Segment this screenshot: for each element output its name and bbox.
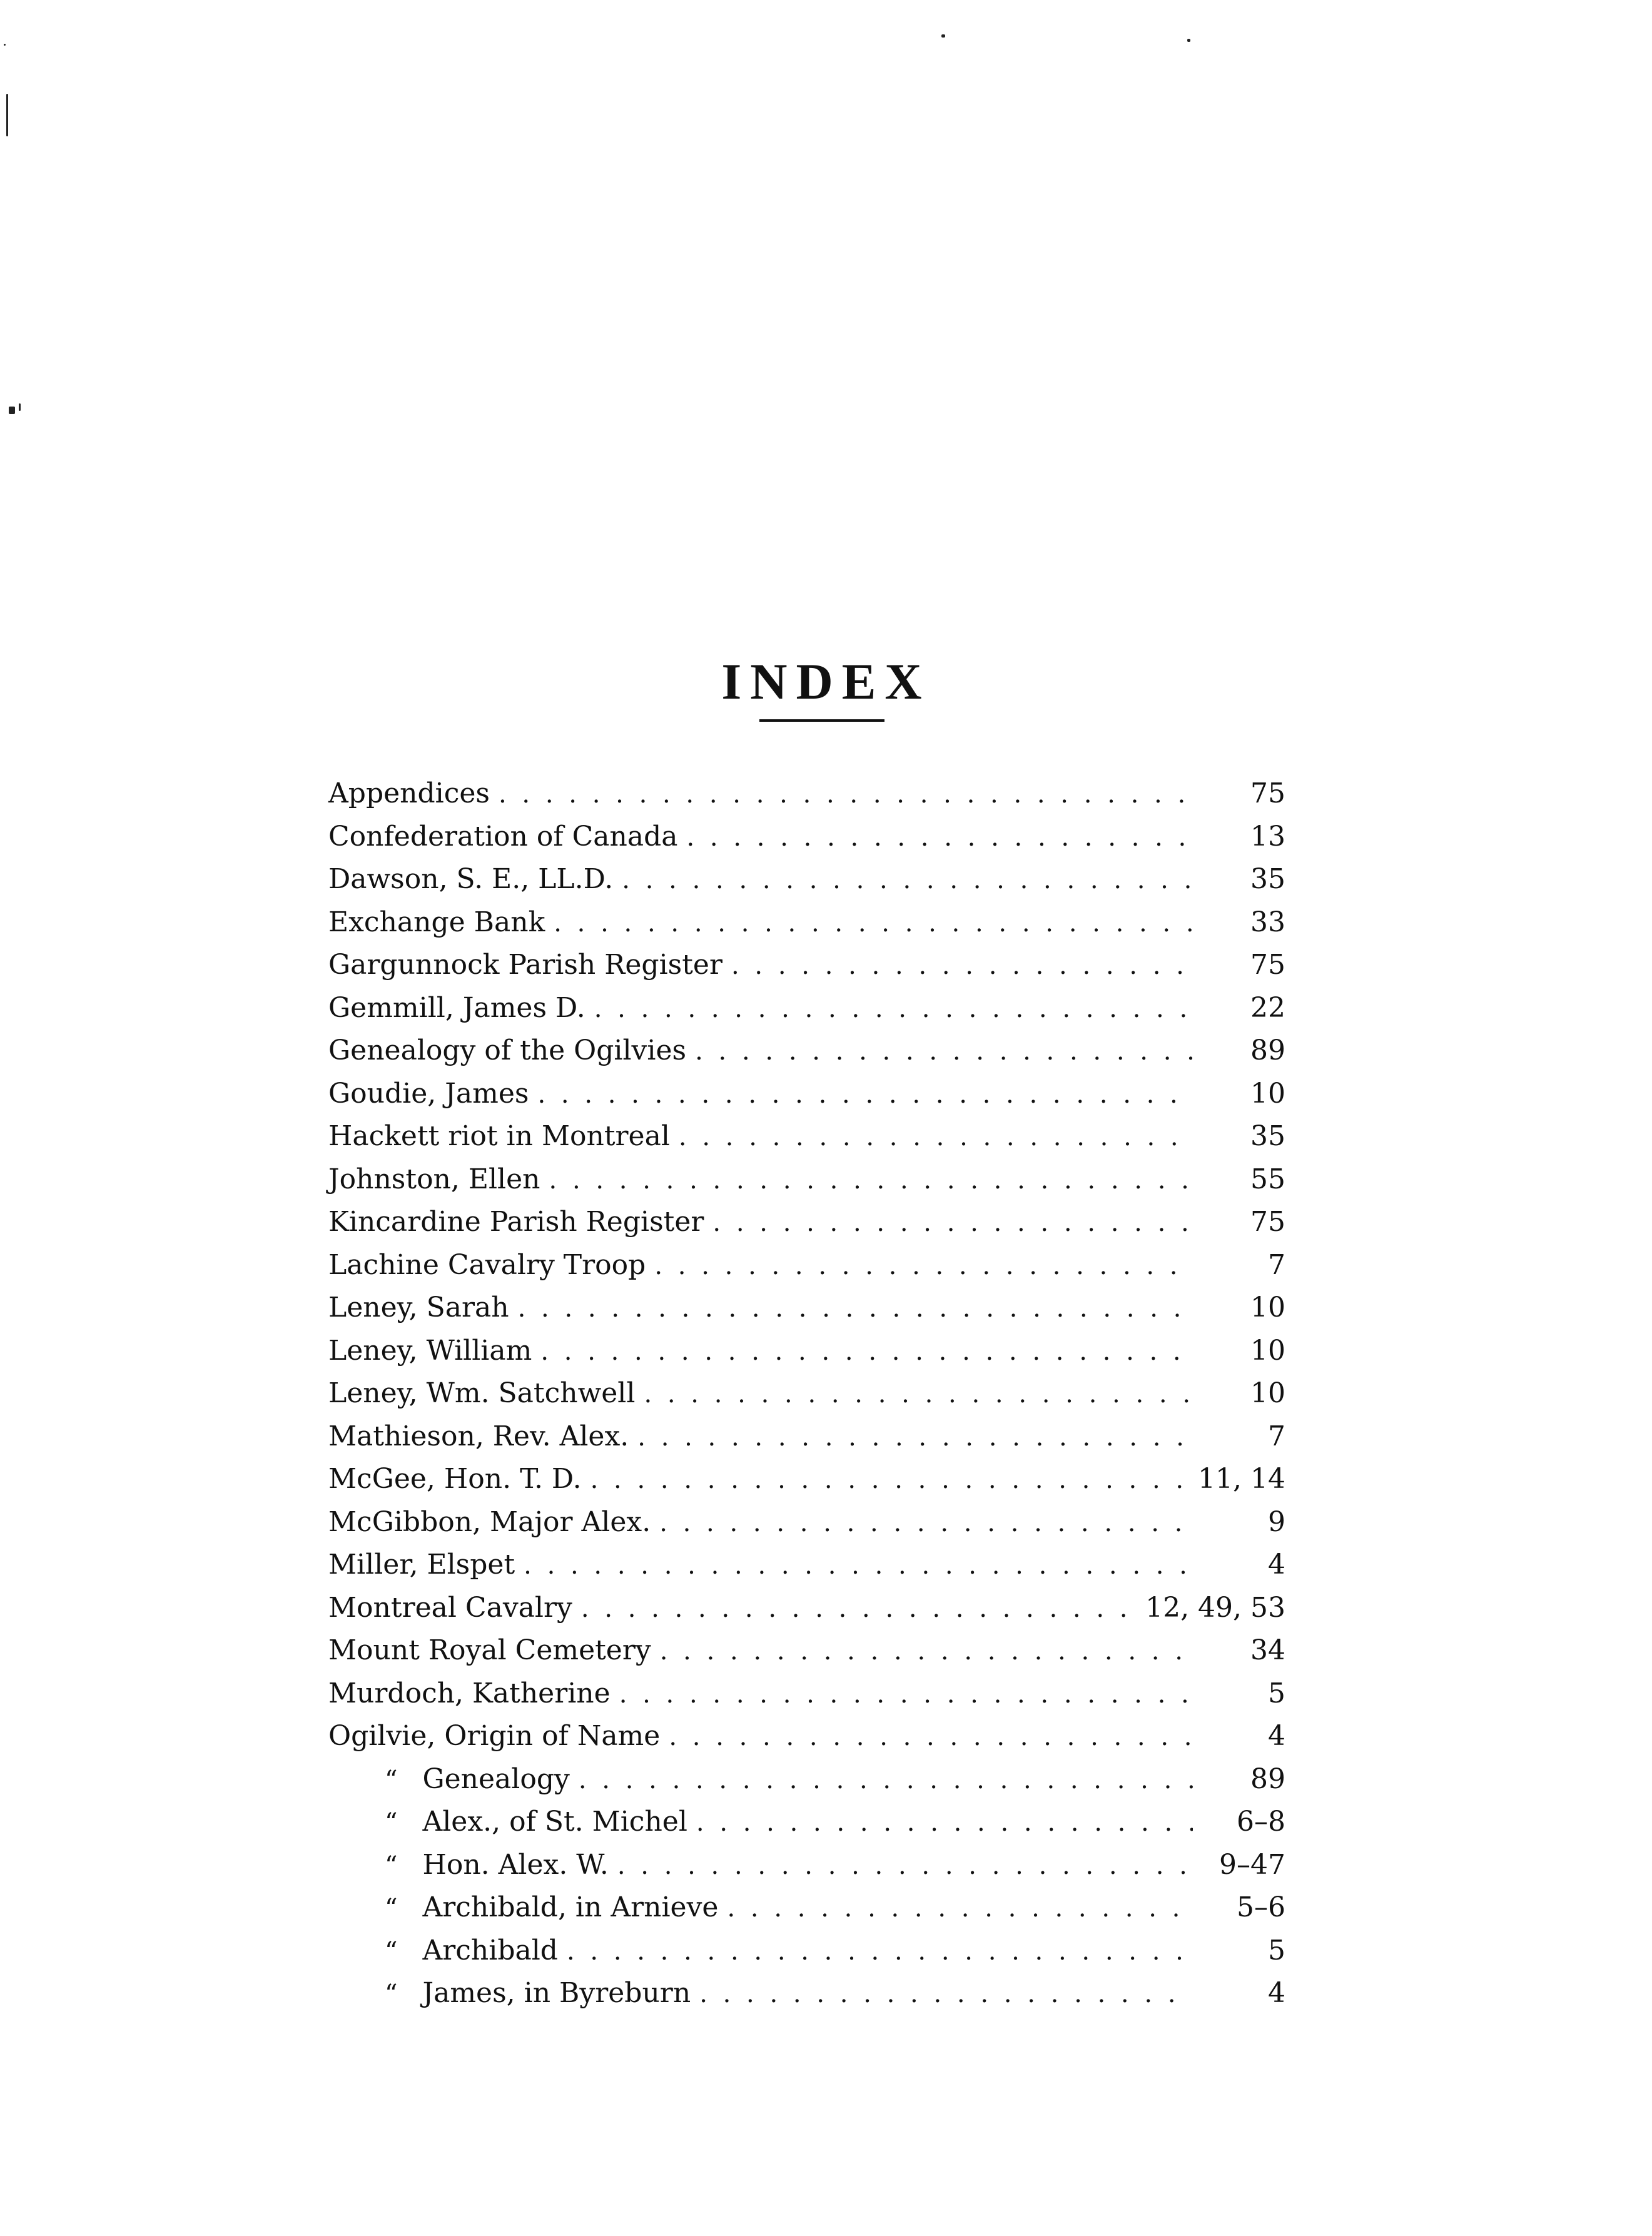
index-entry xyxy=(328,1201,1285,1244)
index-entry-label: Lachine Cavalry Troop xyxy=(328,1248,646,1281)
index-list xyxy=(328,772,1285,2015)
index-entry xyxy=(328,987,1285,1030)
index-entry-pages: 75 xyxy=(1250,949,1285,981)
dot-leader xyxy=(696,1801,1193,1844)
index-entry xyxy=(328,858,1285,901)
index-entry-label: Dawson, S. E., LL.D. xyxy=(328,863,614,895)
dot-leader xyxy=(579,1758,1193,1801)
index-entry-pages: 89 xyxy=(1250,1035,1285,1066)
index-entry-label: Gemmill, James D. xyxy=(328,991,585,1024)
dot-leader xyxy=(637,1415,1193,1459)
index-entry xyxy=(328,1972,1285,2015)
dot-leader xyxy=(594,987,1193,1030)
index-entry-pages: 10 xyxy=(1250,1377,1285,1409)
dot-leader xyxy=(581,1587,1140,1630)
scan-mark-top-1 xyxy=(941,34,945,38)
index-entry-pages: 5 xyxy=(1268,1677,1285,1709)
dot-leader xyxy=(619,1672,1193,1716)
index-entry-pages: 9–47 xyxy=(1219,1848,1285,1881)
index-entry-pages: 4 xyxy=(1268,1977,1285,2009)
ditto-mark: “ xyxy=(385,1808,398,1837)
index-entry-label: McGee, Hon. T. D. xyxy=(328,1463,582,1495)
index-entry-label: Hon. Alex. W. xyxy=(422,1848,609,1881)
dot-leader xyxy=(727,1886,1193,1930)
index-entry xyxy=(328,1501,1285,1544)
index-entry xyxy=(328,1629,1285,1672)
index-entry-label: Gargunnock Parish Register xyxy=(328,949,722,981)
index-entry-label: Appendices xyxy=(328,777,490,809)
dot-leader xyxy=(699,1972,1193,2015)
index-entry-label: Murdoch, Katherine xyxy=(328,1677,611,1709)
index-entry xyxy=(328,1672,1285,1716)
index-entry-pages: 10 xyxy=(1250,1077,1285,1110)
index-entry-label: McGibbon, Major Alex. xyxy=(328,1505,651,1538)
ditto-mark: “ xyxy=(385,1980,398,2008)
dot-leader xyxy=(659,1501,1193,1544)
dot-leader xyxy=(590,1458,1193,1501)
index-entry-label: Genealogy xyxy=(422,1763,570,1795)
index-entry-pages: 35 xyxy=(1250,1120,1285,1152)
index-entry xyxy=(328,944,1285,987)
dot-leader xyxy=(549,1158,1193,1201)
dot-leader xyxy=(660,1629,1193,1672)
dot-leader xyxy=(518,1287,1193,1330)
index-entry-label: Genealogy of the Ogilvies xyxy=(328,1035,687,1066)
index-entry xyxy=(328,901,1285,944)
index-entry-label: Leney, William xyxy=(328,1334,532,1367)
dot-leader xyxy=(537,1073,1193,1116)
index-entry xyxy=(328,1587,1285,1630)
dot-leader xyxy=(712,1201,1193,1244)
ditto-mark: “ xyxy=(385,1936,398,1966)
index-entry-pages: 4 xyxy=(1268,1720,1285,1752)
index-entry-label: Mount Royal Cemetery xyxy=(328,1634,651,1666)
index-entry xyxy=(328,1844,1285,1887)
index-entry-pages: 5 xyxy=(1268,1934,1285,1966)
index-entry-label: Ogilvie, Origin of Name xyxy=(328,1720,661,1752)
dot-leader xyxy=(731,944,1193,987)
scan-mark-edge-3 xyxy=(19,403,21,411)
index-entry xyxy=(328,1330,1285,1373)
index-entry-label: Alex., of St. Michel xyxy=(422,1806,687,1838)
index-entry-label: Confederation of Canada xyxy=(328,820,678,852)
dot-leader xyxy=(687,816,1193,859)
index-entry-label: Miller, Elspet xyxy=(328,1549,515,1581)
index-entry xyxy=(328,772,1285,816)
index-entry-pages: 9 xyxy=(1268,1505,1285,1538)
index-entry-label: Goudie, James xyxy=(328,1077,529,1110)
dot-leader xyxy=(540,1330,1193,1373)
index-entry-pages: 75 xyxy=(1250,1206,1285,1238)
index-entry-label: Exchange Bank xyxy=(328,906,545,938)
index-entry-pages: 22 xyxy=(1250,991,1285,1024)
index-entry-label: Montreal Cavalry xyxy=(328,1591,572,1624)
index-entry xyxy=(328,1415,1285,1459)
index-entry xyxy=(328,1544,1285,1587)
index-entry-label: Kincardine Parish Register xyxy=(328,1206,704,1238)
index-entry-label: James, in Byreburn xyxy=(422,1977,691,2009)
index-entry-pages: 35 xyxy=(1250,863,1285,895)
index-entry xyxy=(328,816,1285,859)
dot-leader xyxy=(644,1372,1193,1415)
index-entry xyxy=(328,1073,1285,1116)
index-entry xyxy=(328,1158,1285,1201)
ditto-mark: “ xyxy=(385,1851,398,1880)
index-entry-pages: 89 xyxy=(1250,1763,1285,1795)
dot-leader xyxy=(622,858,1193,901)
dot-leader xyxy=(617,1844,1193,1887)
ditto-mark: “ xyxy=(385,1894,398,1923)
index-entry-label: Mathieson, Rev. Alex. xyxy=(328,1420,629,1452)
title-rule xyxy=(759,719,884,722)
scan-mark-edge-line xyxy=(6,94,8,136)
scan-mark-edge-2 xyxy=(9,407,15,414)
index-entry-pages: 7 xyxy=(1268,1248,1285,1281)
index-entry xyxy=(328,1244,1285,1287)
dot-leader xyxy=(554,901,1193,944)
index-entry xyxy=(328,1930,1285,1973)
index-entry-label: Leney, Wm. Satchwell xyxy=(328,1377,636,1409)
ditto-mark: “ xyxy=(385,1765,398,1794)
dot-leader xyxy=(654,1244,1193,1287)
dot-leader xyxy=(679,1115,1193,1158)
index-entry xyxy=(328,1372,1285,1415)
index-entry-pages: 12, 49, 53 xyxy=(1145,1591,1285,1624)
index-entry-pages: 55 xyxy=(1250,1163,1285,1195)
index-entry-pages: 7 xyxy=(1268,1420,1285,1452)
index-entry-pages: 75 xyxy=(1250,777,1285,809)
index-entry-label: Johnston, Ellen xyxy=(328,1163,540,1195)
index-entry xyxy=(328,1029,1285,1073)
index-entry-label: Archibald xyxy=(422,1934,558,1966)
index-entry xyxy=(328,1758,1285,1801)
scan-mark-edge-1 xyxy=(4,44,6,46)
index-entry-pages: 5–6 xyxy=(1237,1891,1285,1923)
dot-leader xyxy=(567,1930,1193,1973)
index-entry xyxy=(328,1715,1285,1758)
dot-leader xyxy=(695,1029,1193,1073)
scan-mark-top-2 xyxy=(1187,39,1190,42)
index-entry-label: Hackett riot in Montreal xyxy=(328,1120,670,1152)
index-entry-pages: 11, 14 xyxy=(1198,1463,1285,1495)
index-entry-pages: 13 xyxy=(1250,820,1285,852)
dot-leader xyxy=(669,1715,1193,1758)
dot-leader xyxy=(524,1544,1193,1587)
index-entry-label: Leney, Sarah xyxy=(328,1292,509,1323)
index-entry-pages: 6–8 xyxy=(1237,1806,1285,1838)
index-entry-pages: 33 xyxy=(1250,906,1285,938)
index-entry-pages: 4 xyxy=(1268,1549,1285,1581)
dot-leader xyxy=(499,772,1193,816)
index-entry-pages: 10 xyxy=(1250,1292,1285,1323)
index-entry xyxy=(328,1886,1285,1930)
index-entry xyxy=(328,1115,1285,1158)
index-entry-pages: 34 xyxy=(1250,1634,1285,1666)
index-entry xyxy=(328,1801,1285,1844)
index-entry-label: Archibald, in Arnieve xyxy=(422,1891,719,1923)
index-entry xyxy=(328,1287,1285,1330)
index-title: INDEX xyxy=(721,652,931,710)
index-entry xyxy=(328,1458,1285,1501)
index-entry-pages: 10 xyxy=(1250,1334,1285,1367)
